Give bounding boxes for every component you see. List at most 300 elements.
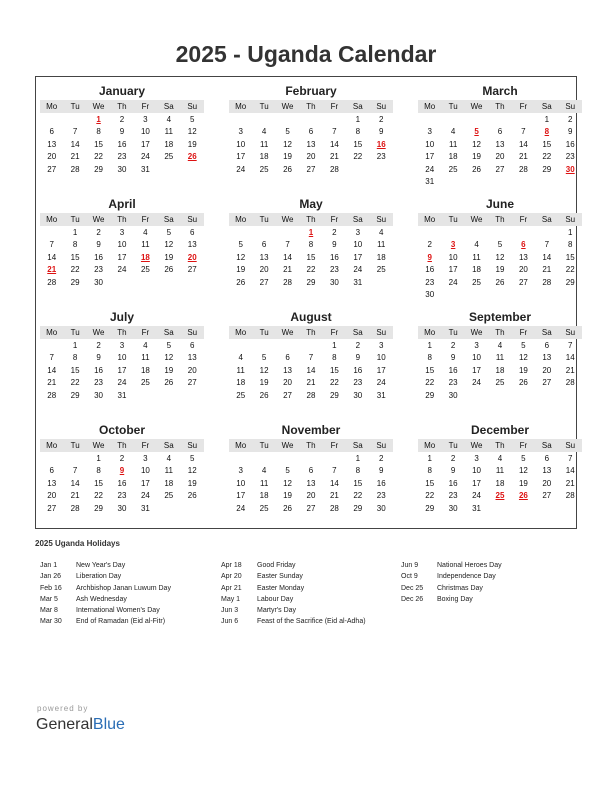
day-cell[interactable]: 2 <box>96 228 101 237</box>
generalblue-logo[interactable] <box>36 716 125 734</box>
day-cell[interactable]: 10 <box>425 139 435 149</box>
day-cell[interactable]: 28 <box>518 164 528 174</box>
day-cell[interactable]: 13 <box>259 252 269 262</box>
day-cell[interactable]: 23 <box>329 265 339 275</box>
day-cell[interactable]: 11 <box>495 466 505 476</box>
day-cell[interactable]: 26 <box>187 491 197 501</box>
day-cell[interactable]: 30 <box>329 277 339 287</box>
day-cell[interactable]: 28 <box>565 378 575 388</box>
day-cell[interactable]: 24 <box>472 491 481 501</box>
day-cell[interactable]: 8 <box>96 466 101 476</box>
day-cell[interactable]: 18 <box>376 252 386 262</box>
day-cell[interactable]: 7 <box>285 240 290 250</box>
day-cell[interactable]: 25 <box>140 378 150 388</box>
day-cell[interactable]: 7 <box>332 466 337 476</box>
day-cell[interactable]: 10 <box>140 466 150 476</box>
day-cell[interactable]: 26 <box>236 277 246 287</box>
holiday-day[interactable]: 1 <box>96 115 101 124</box>
day-cell[interactable]: 24 <box>236 503 246 513</box>
day-cell[interactable]: 14 <box>329 478 339 488</box>
day-cell[interactable]: 5 <box>166 341 172 350</box>
day-cell[interactable]: 16 <box>353 365 363 375</box>
day-cell[interactable]: 19 <box>283 152 292 162</box>
day-cell[interactable]: 18 <box>495 365 505 375</box>
day-cell[interactable]: 4 <box>143 341 148 350</box>
day-cell[interactable]: 24 <box>376 378 386 388</box>
day-cell[interactable]: 27 <box>542 378 552 388</box>
day-cell[interactable]: 23 <box>448 378 458 388</box>
day-cell[interactable]: 26 <box>259 390 269 400</box>
day-cell[interactable]: 12 <box>495 252 505 262</box>
day-cell[interactable]: 30 <box>376 503 386 513</box>
day-cell[interactable]: 2 <box>96 341 101 350</box>
day-cell[interactable]: 12 <box>164 353 174 363</box>
day-cell[interactable]: 7 <box>332 127 337 137</box>
day-cell[interactable]: 31 <box>425 176 435 186</box>
day-cell[interactable]: 14 <box>70 139 80 149</box>
day-cell[interactable]: 29 <box>329 390 339 400</box>
day-cell[interactable]: 5 <box>166 228 172 237</box>
day-cell[interactable]: 3 <box>119 341 125 350</box>
day-cell[interactable]: 22 <box>70 265 80 275</box>
day-cell[interactable]: 22 <box>70 378 80 388</box>
day-cell[interactable]: 23 <box>425 277 435 287</box>
day-cell[interactable]: 13 <box>306 139 316 149</box>
day-cell[interactable]: 1 <box>355 115 361 124</box>
day-cell[interactable]: 6 <box>261 240 267 250</box>
day-cell[interactable]: 15 <box>94 139 103 149</box>
day-cell[interactable]: 11 <box>495 353 505 363</box>
day-cell[interactable]: 6 <box>497 127 503 137</box>
day-cell[interactable]: 18 <box>259 491 269 501</box>
holiday-day[interactable]: 30 <box>565 164 575 174</box>
day-cell[interactable]: 27 <box>306 503 316 513</box>
day-cell[interactable]: 13 <box>518 252 528 262</box>
day-cell[interactable]: 8 <box>427 353 432 363</box>
day-cell[interactable]: 16 <box>448 365 458 375</box>
day-cell[interactable]: 15 <box>306 252 316 262</box>
day-cell[interactable]: 31 <box>472 503 481 513</box>
day-cell[interactable]: 13 <box>187 240 197 250</box>
day-cell[interactable]: 2 <box>119 454 125 463</box>
day-cell[interactable]: 3 <box>355 228 361 237</box>
day-cell[interactable]: 17 <box>236 491 246 501</box>
day-cell[interactable]: 28 <box>283 277 292 287</box>
day-cell[interactable]: 3 <box>238 127 243 137</box>
day-cell[interactable]: 22 <box>329 378 339 388</box>
day-cell[interactable]: 10 <box>353 240 363 250</box>
day-cell[interactable]: 9 <box>379 127 384 137</box>
day-cell[interactable]: 17 <box>376 365 386 375</box>
day-cell[interactable]: 25 <box>448 164 458 174</box>
day-cell[interactable]: 29 <box>70 277 80 287</box>
day-cell[interactable]: 13 <box>542 466 552 476</box>
day-cell[interactable]: 26 <box>495 277 505 287</box>
holiday-day[interactable]: 9 <box>427 252 432 262</box>
day-cell[interactable]: 16 <box>425 265 435 275</box>
day-cell[interactable]: 14 <box>70 478 80 488</box>
day-cell[interactable]: 4 <box>238 353 243 363</box>
day-cell[interactable]: 24 <box>448 277 458 287</box>
day-cell[interactable]: 28 <box>70 164 80 174</box>
day-cell[interactable]: 9 <box>332 240 337 250</box>
day-cell[interactable]: 3 <box>238 466 243 476</box>
day-cell[interactable]: 24 <box>117 378 127 388</box>
day-cell[interactable]: 9 <box>96 353 101 363</box>
day-cell[interactable]: 2 <box>332 228 337 237</box>
day-cell[interactable]: 25 <box>164 152 174 162</box>
day-cell[interactable]: 22 <box>353 152 363 162</box>
day-cell[interactable]: 23 <box>94 378 103 388</box>
holiday-day[interactable]: 3 <box>450 240 456 250</box>
day-cell[interactable]: 25 <box>164 491 174 501</box>
day-cell[interactable]: 1 <box>544 115 550 124</box>
day-cell[interactable]: 30 <box>448 390 458 400</box>
day-cell[interactable]: 17 <box>140 478 150 488</box>
day-cell[interactable]: 21 <box>283 265 292 275</box>
day-cell[interactable]: 28 <box>70 503 80 513</box>
day-cell[interactable]: 20 <box>542 478 552 488</box>
day-cell[interactable]: 16 <box>376 478 386 488</box>
day-cell[interactable]: 27 <box>187 378 197 388</box>
day-cell[interactable]: 21 <box>70 152 80 162</box>
day-cell[interactable]: 1 <box>332 341 337 350</box>
day-cell[interactable]: 5 <box>521 341 526 350</box>
day-cell[interactable]: 6 <box>544 341 550 350</box>
day-cell[interactable]: 2 <box>427 240 432 250</box>
day-cell[interactable]: 15 <box>353 478 363 488</box>
day-cell[interactable]: 20 <box>518 265 528 275</box>
day-cell[interactable]: 26 <box>283 503 292 513</box>
day-cell[interactable]: 21 <box>565 478 575 488</box>
day-cell[interactable]: 8 <box>72 353 78 363</box>
day-cell[interactable]: 23 <box>376 491 386 501</box>
day-cell[interactable]: 25 <box>236 390 246 400</box>
day-cell[interactable]: 31 <box>117 390 127 400</box>
day-cell[interactable]: 2 <box>379 454 384 463</box>
day-cell[interactable]: 4 <box>497 341 503 350</box>
day-cell[interactable]: 10 <box>376 353 386 363</box>
day-cell[interactable]: 21 <box>70 491 80 501</box>
day-cell[interactable]: 7 <box>72 127 78 137</box>
day-cell[interactable]: 17 <box>472 478 481 488</box>
day-cell[interactable]: 20 <box>306 152 316 162</box>
day-cell[interactable]: 29 <box>425 390 435 400</box>
day-cell[interactable]: 19 <box>518 365 528 375</box>
day-cell[interactable]: 21 <box>329 152 339 162</box>
day-cell[interactable]: 31 <box>353 277 363 287</box>
day-cell[interactable]: 22 <box>306 265 316 275</box>
day-cell[interactable]: 9 <box>450 353 456 363</box>
day-cell[interactable]: 12 <box>518 353 528 363</box>
day-cell[interactable]: 20 <box>47 152 57 162</box>
day-cell[interactable]: 31 <box>140 503 150 513</box>
day-cell[interactable]: 14 <box>329 139 339 149</box>
day-cell[interactable]: 22 <box>94 152 103 162</box>
day-cell[interactable]: 17 <box>353 252 363 262</box>
day-cell[interactable]: 22 <box>353 491 363 501</box>
day-cell[interactable]: 14 <box>565 353 575 363</box>
holiday-day[interactable]: 16 <box>376 139 386 149</box>
day-cell[interactable]: 30 <box>117 164 127 174</box>
day-cell[interactable]: 21 <box>329 491 339 501</box>
day-cell[interactable]: 7 <box>568 341 573 350</box>
day-cell[interactable]: 4 <box>497 454 503 463</box>
day-cell[interactable]: 31 <box>140 164 150 174</box>
day-cell[interactable]: 10 <box>117 353 127 363</box>
day-cell[interactable]: 3 <box>474 454 479 463</box>
day-cell[interactable]: 2 <box>355 341 361 350</box>
day-cell[interactable]: 21 <box>47 378 57 388</box>
day-cell[interactable]: 17 <box>140 139 150 149</box>
day-cell[interactable]: 19 <box>236 265 246 275</box>
day-cell[interactable]: 12 <box>518 466 528 476</box>
day-cell[interactable]: 31 <box>376 390 386 400</box>
day-cell[interactable]: 2 <box>379 115 384 124</box>
day-cell[interactable]: 29 <box>425 503 435 513</box>
day-cell[interactable]: 2 <box>450 341 456 350</box>
day-cell[interactable]: 10 <box>472 466 481 476</box>
day-cell[interactable]: 4 <box>261 127 267 137</box>
holiday-day[interactable]: 20 <box>187 252 197 262</box>
day-cell[interactable]: 26 <box>164 378 174 388</box>
day-cell[interactable]: 19 <box>472 152 481 162</box>
day-cell[interactable]: 1 <box>72 228 78 237</box>
day-cell[interactable]: 3 <box>474 341 479 350</box>
day-cell[interactable]: 21 <box>518 152 528 162</box>
day-cell[interactable]: 12 <box>283 139 292 149</box>
day-cell[interactable]: 30 <box>94 277 103 287</box>
day-cell[interactable]: 11 <box>164 466 173 476</box>
holiday-day[interactable]: 6 <box>521 240 526 250</box>
day-cell[interactable]: 23 <box>376 152 386 162</box>
day-cell[interactable]: 11 <box>141 353 150 363</box>
day-cell[interactable]: 13 <box>542 353 552 363</box>
day-cell[interactable]: 2 <box>450 454 456 463</box>
day-cell[interactable]: 25 <box>259 503 269 513</box>
day-cell[interactable]: 19 <box>283 491 292 501</box>
day-cell[interactable]: 7 <box>49 353 54 363</box>
day-cell[interactable]: 23 <box>94 265 103 275</box>
day-cell[interactable]: 28 <box>329 503 339 513</box>
day-cell[interactable]: 17 <box>236 152 246 162</box>
day-cell[interactable]: 1 <box>427 341 432 350</box>
day-cell[interactable]: 16 <box>94 365 103 375</box>
day-cell[interactable]: 18 <box>236 378 246 388</box>
day-cell[interactable]: 21 <box>306 378 316 388</box>
day-cell[interactable]: 20 <box>306 491 316 501</box>
holiday-day[interactable]: 8 <box>544 127 550 137</box>
day-cell[interactable]: 8 <box>96 127 101 137</box>
day-cell[interactable]: 14 <box>518 139 528 149</box>
day-cell[interactable]: 5 <box>261 353 267 363</box>
day-cell[interactable]: 29 <box>94 164 103 174</box>
day-cell[interactable]: 19 <box>164 252 174 262</box>
day-cell[interactable]: 11 <box>472 252 481 262</box>
day-cell[interactable]: 6 <box>190 341 195 350</box>
day-cell[interactable]: 5 <box>521 454 526 463</box>
day-cell[interactable]: 27 <box>187 265 197 275</box>
day-cell[interactable]: 27 <box>283 390 292 400</box>
day-cell[interactable]: 1 <box>355 454 361 463</box>
day-cell[interactable]: 27 <box>306 164 316 174</box>
day-cell[interactable]: 28 <box>329 164 339 174</box>
day-cell[interactable]: 29 <box>353 503 363 513</box>
day-cell[interactable]: 7 <box>308 353 314 363</box>
day-cell[interactable]: 30 <box>448 503 458 513</box>
day-cell[interactable]: 28 <box>565 491 575 501</box>
day-cell[interactable]: 26 <box>518 378 528 388</box>
day-cell[interactable]: 6 <box>190 228 195 237</box>
day-cell[interactable]: 25 <box>472 277 481 287</box>
day-cell[interactable]: 17 <box>117 365 127 375</box>
day-cell[interactable]: 18 <box>495 478 505 488</box>
day-cell[interactable]: 25 <box>495 378 505 388</box>
day-cell[interactable]: 8 <box>427 466 432 476</box>
day-cell[interactable]: 5 <box>238 240 243 250</box>
day-cell[interactable]: 29 <box>94 503 103 513</box>
day-cell[interactable]: 27 <box>542 491 552 501</box>
day-cell[interactable]: 12 <box>187 466 197 476</box>
day-cell[interactable]: 27 <box>47 164 57 174</box>
day-cell[interactable]: 6 <box>49 127 54 137</box>
day-cell[interactable]: 10 <box>140 127 150 137</box>
day-cell[interactable]: 4 <box>143 228 148 237</box>
day-cell[interactable]: 4 <box>474 240 479 250</box>
day-cell[interactable]: 24 <box>236 164 246 174</box>
day-cell[interactable]: 9 <box>379 466 384 476</box>
day-cell[interactable]: 6 <box>285 353 290 363</box>
day-cell[interactable]: 19 <box>164 365 174 375</box>
day-cell[interactable]: 24 <box>117 265 127 275</box>
day-cell[interactable]: 1 <box>72 341 78 350</box>
day-cell[interactable]: 8 <box>355 466 361 476</box>
day-cell[interactable]: 7 <box>568 454 573 463</box>
day-cell[interactable]: 12 <box>472 139 481 149</box>
day-cell[interactable]: 13 <box>47 139 57 149</box>
day-cell[interactable]: 19 <box>187 139 197 149</box>
day-cell[interactable]: 23 <box>117 491 127 501</box>
day-cell[interactable]: 29 <box>70 390 80 400</box>
day-cell[interactable]: 28 <box>542 277 552 287</box>
day-cell[interactable]: 20 <box>495 152 505 162</box>
day-cell[interactable]: 6 <box>308 127 314 137</box>
day-cell[interactable]: 8 <box>332 353 337 363</box>
day-cell[interactable]: 15 <box>565 252 575 262</box>
day-cell[interactable]: 2 <box>119 115 125 124</box>
day-cell[interactable]: 29 <box>542 164 552 174</box>
day-cell[interactable]: 11 <box>236 365 245 375</box>
day-cell[interactable]: 22 <box>425 378 435 388</box>
day-cell[interactable]: 3 <box>119 228 125 237</box>
day-cell[interactable]: 27 <box>47 503 57 513</box>
day-cell[interactable]: 12 <box>259 365 269 375</box>
day-cell[interactable]: 4 <box>261 466 267 476</box>
day-cell[interactable]: 22 <box>542 152 552 162</box>
day-cell[interactable]: 30 <box>94 390 103 400</box>
day-cell[interactable]: 12 <box>283 478 292 488</box>
day-cell[interactable]: 8 <box>72 240 78 250</box>
day-cell[interactable]: 25 <box>140 265 150 275</box>
day-cell[interactable]: 23 <box>565 152 575 162</box>
day-cell[interactable]: 26 <box>472 164 481 174</box>
day-cell[interactable]: 18 <box>140 365 150 375</box>
day-cell[interactable]: 15 <box>542 139 552 149</box>
day-cell[interactable]: 17 <box>117 252 127 262</box>
day-cell[interactable]: 29 <box>306 277 316 287</box>
day-cell[interactable]: 9 <box>568 127 573 137</box>
day-cell[interactable]: 13 <box>283 365 292 375</box>
day-cell[interactable]: 1 <box>427 454 432 463</box>
day-cell[interactable]: 24 <box>140 491 150 501</box>
day-cell[interactable]: 14 <box>283 252 292 262</box>
holiday-day[interactable]: 26 <box>518 491 528 501</box>
day-cell[interactable]: 7 <box>72 466 78 476</box>
day-cell[interactable]: 21 <box>565 365 575 375</box>
day-cell[interactable]: 4 <box>166 115 172 124</box>
day-cell[interactable]: 5 <box>190 454 195 463</box>
day-cell[interactable]: 10 <box>236 139 246 149</box>
day-cell[interactable]: 5 <box>285 466 290 476</box>
day-cell[interactable]: 7 <box>49 240 54 250</box>
day-cell[interactable]: 22 <box>94 491 103 501</box>
day-cell[interactable]: 1 <box>96 454 101 463</box>
day-cell[interactable]: 20 <box>187 365 197 375</box>
day-cell[interactable]: 19 <box>518 478 528 488</box>
day-cell[interactable]: 28 <box>47 390 57 400</box>
day-cell[interactable]: 23 <box>353 378 363 388</box>
day-cell[interactable]: 5 <box>190 115 195 124</box>
day-cell[interactable]: 16 <box>565 139 575 149</box>
day-cell[interactable]: 1 <box>568 228 573 237</box>
holiday-day[interactable]: 21 <box>47 265 57 275</box>
day-cell[interactable]: 9 <box>96 240 101 250</box>
day-cell[interactable]: 18 <box>164 478 174 488</box>
day-cell[interactable]: 11 <box>164 127 173 137</box>
day-cell[interactable]: 5 <box>497 240 503 250</box>
day-cell[interactable]: 18 <box>472 265 481 275</box>
day-cell[interactable]: 24 <box>140 152 150 162</box>
day-cell[interactable]: 19 <box>495 265 505 275</box>
day-cell[interactable]: 15 <box>353 139 363 149</box>
day-cell[interactable]: 14 <box>47 365 57 375</box>
day-cell[interactable]: 3 <box>427 127 432 137</box>
day-cell[interactable]: 27 <box>495 164 505 174</box>
day-cell[interactable]: 11 <box>377 240 386 250</box>
day-cell[interactable]: 16 <box>448 478 458 488</box>
day-cell[interactable]: 8 <box>568 240 573 250</box>
day-cell[interactable]: 26 <box>164 265 174 275</box>
day-cell[interactable]: 30 <box>117 503 127 513</box>
day-cell[interactable]: 24 <box>425 164 435 174</box>
day-cell[interactable]: 17 <box>448 265 458 275</box>
day-cell[interactable]: 13 <box>306 478 316 488</box>
day-cell[interactable]: 20 <box>283 378 292 388</box>
day-cell[interactable]: 14 <box>47 252 57 262</box>
day-cell[interactable]: 5 <box>285 127 290 137</box>
day-cell[interactable]: 27 <box>259 277 269 287</box>
day-cell[interactable]: 14 <box>565 466 575 476</box>
holiday-day[interactable]: 26 <box>187 152 197 162</box>
day-cell[interactable]: 21 <box>542 265 552 275</box>
day-cell[interactable]: 11 <box>259 478 269 488</box>
day-cell[interactable]: 3 <box>143 454 148 463</box>
day-cell[interactable]: 9 <box>450 466 456 476</box>
day-cell[interactable]: 6 <box>308 466 314 476</box>
day-cell[interactable]: 2 <box>568 115 573 124</box>
day-cell[interactable]: 12 <box>187 127 197 137</box>
day-cell[interactable]: 13 <box>47 478 57 488</box>
